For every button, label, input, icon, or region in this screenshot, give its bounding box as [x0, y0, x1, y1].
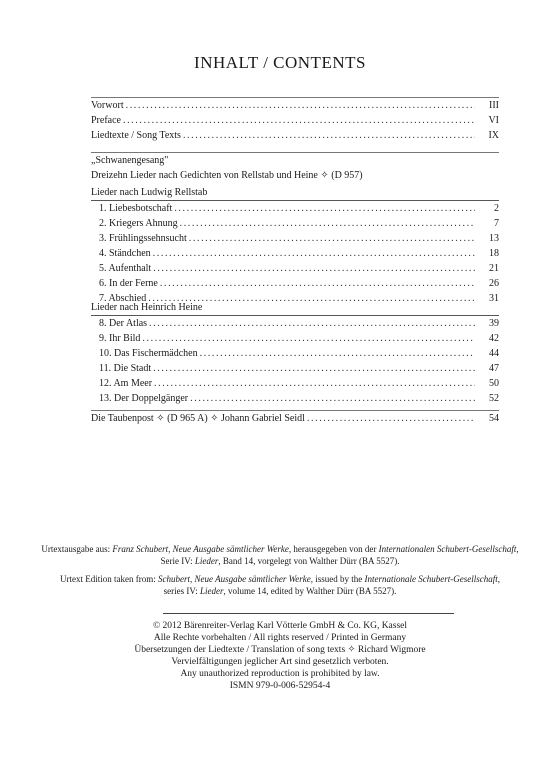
toc-title: 6. In der Ferne: [99, 278, 158, 289]
leader-dots: [174, 201, 475, 216]
urtext-note-english: [20, 573, 540, 597]
toc-title: Liedtexte / Song Texts: [91, 130, 181, 141]
note-line: Urtext Edition taken from: Schubert, Neue Ausgabe sämtlicher Werke, issued by the Internationale Schubert-Gesellschaft,: [60, 574, 500, 584]
copyright-line: Übersetzungen der Liedtexte / Translation of song texts ✧ Richard Wigmore: [134, 645, 426, 655]
toc-title: 8. Der Atlas: [99, 318, 148, 329]
toc-title: 12. Am Meer: [99, 378, 153, 389]
toc-title: Die Taubenpost ✧ (D 965 A) ✧ Johann Gabriel Seidl: [91, 413, 305, 424]
toc-row[interactable]: [91, 376, 499, 391]
group-heine: [91, 300, 499, 406]
leader-dots: [123, 113, 475, 128]
copyright-line: Alle Rechte vorbehalten / All rights reserved / Printed in Germany: [153, 633, 407, 643]
isbn-line: ISMN 979-0-006-52954-4: [229, 681, 331, 691]
page-title: INHALT / CONTENTS: [194, 53, 366, 72]
cycle-heading: [91, 152, 499, 183]
toc-row[interactable]: [91, 216, 499, 231]
toc-page: 31: [489, 293, 499, 304]
toc-title: Vorwort: [91, 100, 124, 111]
toc-row[interactable]: [91, 231, 499, 246]
leader-dots: [183, 128, 475, 143]
leader-dots: [153, 246, 475, 261]
toc-row[interactable]: [91, 346, 499, 361]
toc-title: 11. Die Stadt: [99, 363, 152, 374]
note-line: Serie IV: Lieder, Band 14, vorgelegt von Walther Dürr (BA 5527).: [160, 556, 400, 566]
toc-row-taubenpost[interactable]: [91, 410, 499, 426]
leader-dots: [200, 346, 475, 361]
toc-page: 54: [489, 413, 499, 424]
leader-dots: [153, 261, 475, 276]
leader-dots: [126, 98, 475, 113]
toc-page: 7: [494, 218, 499, 229]
toc-page: 52: [489, 393, 499, 404]
leader-dots: [189, 231, 475, 246]
toc-page: 2: [494, 203, 499, 214]
toc-row[interactable]: [91, 276, 499, 291]
leader-dots: [180, 216, 475, 231]
divider: [163, 613, 454, 614]
leader-dots: [307, 411, 475, 426]
toc-page: 13: [489, 233, 499, 244]
urtext-note-german: [20, 543, 540, 567]
cycle-title: „Schwanengesang": [91, 152, 499, 168]
toc-title: Preface: [91, 115, 121, 126]
leader-dots: [142, 331, 475, 346]
toc-row[interactable]: [91, 391, 499, 406]
toc-row[interactable]: [91, 361, 499, 376]
leader-dots: [190, 391, 475, 406]
toc-page: IX: [488, 130, 499, 141]
toc-page: III: [489, 100, 499, 111]
toc-page: 42: [489, 333, 499, 344]
toc-page: VI: [488, 115, 499, 126]
copyright-line: Any unauthorized reproduction is prohibited by law.: [180, 669, 380, 679]
toc-page: 26: [489, 278, 499, 289]
leader-dots: [160, 276, 475, 291]
leader-dots: [154, 376, 475, 391]
toc-title: 5. Aufenthalt: [99, 263, 152, 274]
toc-title: 13. Der Doppelgänger: [99, 393, 189, 404]
leader-dots: [149, 316, 475, 331]
toc-row[interactable]: [91, 316, 499, 331]
copyright-block: [0, 620, 560, 692]
note-line: Urtextausgabe aus: Franz Schubert, Neue Ausgabe sämtlicher Werke, herausgegeben von der Internationalen Schubert-Gesellschaft,: [41, 544, 519, 554]
toc-row[interactable]: [91, 201, 499, 216]
copyright-line: Vervielfältigungen jeglicher Art sind gesetzlich verboten.: [171, 657, 389, 667]
toc-page: 47: [489, 363, 499, 374]
toc-page: 44: [489, 348, 499, 359]
toc-title: 1. Liebesbotschaft: [99, 203, 173, 214]
note-line: series IV: Lieder, volume 14, edited by Walther Dürr (BA 5527).: [163, 586, 397, 596]
toc-title: 4. Ständchen: [99, 248, 151, 259]
leader-dots: [153, 361, 475, 376]
toc-row[interactable]: [91, 331, 499, 346]
toc-title: 2. Kriegers Ahnung: [99, 218, 178, 229]
group-heading: Lieder nach Heinrich Heine: [91, 300, 499, 316]
toc-row[interactable]: [91, 261, 499, 276]
group-heading: Lieder nach Ludwig Rellstab: [91, 185, 499, 201]
toc-title: 7. Abschied: [99, 293, 147, 304]
toc-title: 9. Ihr Bild: [99, 333, 141, 344]
toc-row[interactable]: [91, 246, 499, 261]
group-rellstab: [91, 185, 499, 306]
front-matter-list: [91, 97, 499, 143]
toc-row-song-texts[interactable]: [91, 128, 499, 143]
toc-row-preface[interactable]: [91, 113, 499, 128]
toc-page: 39: [489, 318, 499, 329]
toc-page: 21: [489, 263, 499, 274]
extra-entry: [91, 410, 499, 426]
toc-page: 50: [489, 378, 499, 389]
toc-title: 10. Das Fischermädchen: [99, 348, 198, 359]
toc-title: 3. Frühlingssehnsucht: [99, 233, 187, 244]
cycle-subtitle: Dreizehn Lieder nach Gedichten von Rellstab und Heine ✧ (D 957): [91, 170, 363, 181]
toc-row-vorwort[interactable]: [91, 97, 499, 113]
toc-page: 18: [489, 248, 499, 259]
copyright-line: © 2012 Bärenreiter-Verlag Karl Vötterle GmbH & Co. KG, Kassel: [152, 621, 408, 631]
